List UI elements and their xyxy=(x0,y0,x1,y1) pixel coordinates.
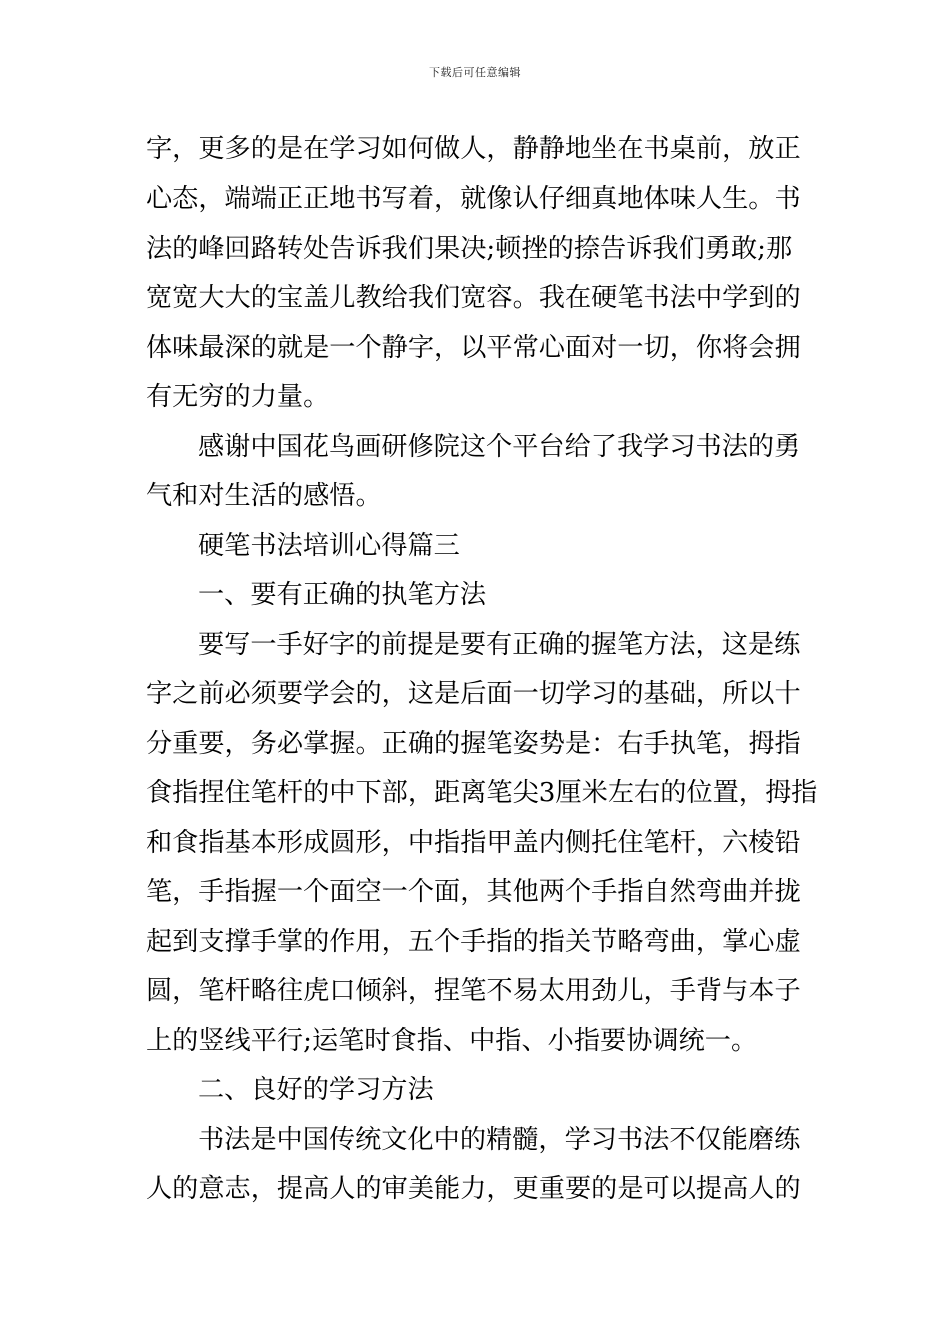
body-line: 字之前必须要学会的，这是后面一切学习的基础，所以十 xyxy=(146,679,801,709)
body-line: 起到支撑手掌的作用，五个手指的指关节略弯曲，掌心虚 xyxy=(146,927,801,957)
subsection-heading: 一、要有正确的执笔方法 xyxy=(198,580,487,610)
body-line: 体味最深的就是一个静字，以平常心面对一切，你将会拥 xyxy=(146,333,801,363)
body-line: 有无穷的力量。 xyxy=(146,382,330,412)
body-line: 要写一手好字的前提是要有正确的握笔方法，这是练 xyxy=(198,630,801,660)
body-line: 法的峰回路转处告诉我们果决;顿挫的捺告诉我们勇敢;那 xyxy=(146,234,793,264)
body-line: 和食指基本形成圆形，中指指甲盖内侧托住笔杆，六棱铅 xyxy=(146,828,801,858)
body-line: 分重要，务必掌握。正确的握笔姿势是：右手执笔，拇指 xyxy=(146,729,801,759)
body-line: 感谢中国花鸟画研修院这个平台给了我学习书法的勇 xyxy=(198,432,801,462)
body-line: 食指捏住笔杆的中下部，距离笔尖3厘米左右的位置，拇指 xyxy=(146,778,818,808)
section-heading: 硬笔书法培训心得篇三 xyxy=(198,531,460,561)
body-line: 书法是中国传统文化中的精髓，学习书法不仅能磨练 xyxy=(198,1125,801,1155)
body-line: 人的意志，提高人的审美能力，更重要的是可以提高人的 xyxy=(146,1174,801,1204)
subsection-heading: 二、良好的学习方法 xyxy=(198,1075,434,1105)
body-line: 气和对生活的感悟。 xyxy=(146,481,382,511)
page-header: 下载后可任意编辑 xyxy=(429,66,521,79)
body-line: 上的竖线平行;运笔时食指、中指、小指要协调统一。 xyxy=(146,1026,758,1056)
body-line: 心态，端端正正地书写着，就像认仔细真地体味人生。书 xyxy=(146,184,801,214)
body-line: 字，更多的是在学习如何做人，静静地坐在书桌前，放正 xyxy=(146,134,801,164)
body-line: 笔，手指握一个面空一个面，其他两个手指自然弯曲并拢 xyxy=(146,877,801,907)
body-line: 圆，笔杆略往虎口倾斜，捏笔不易太用劲儿，手背与本子 xyxy=(146,976,801,1006)
body-line: 宽宽大大的宝盖儿教给我们宽容。我在硬笔书法中学到的 xyxy=(146,283,801,313)
